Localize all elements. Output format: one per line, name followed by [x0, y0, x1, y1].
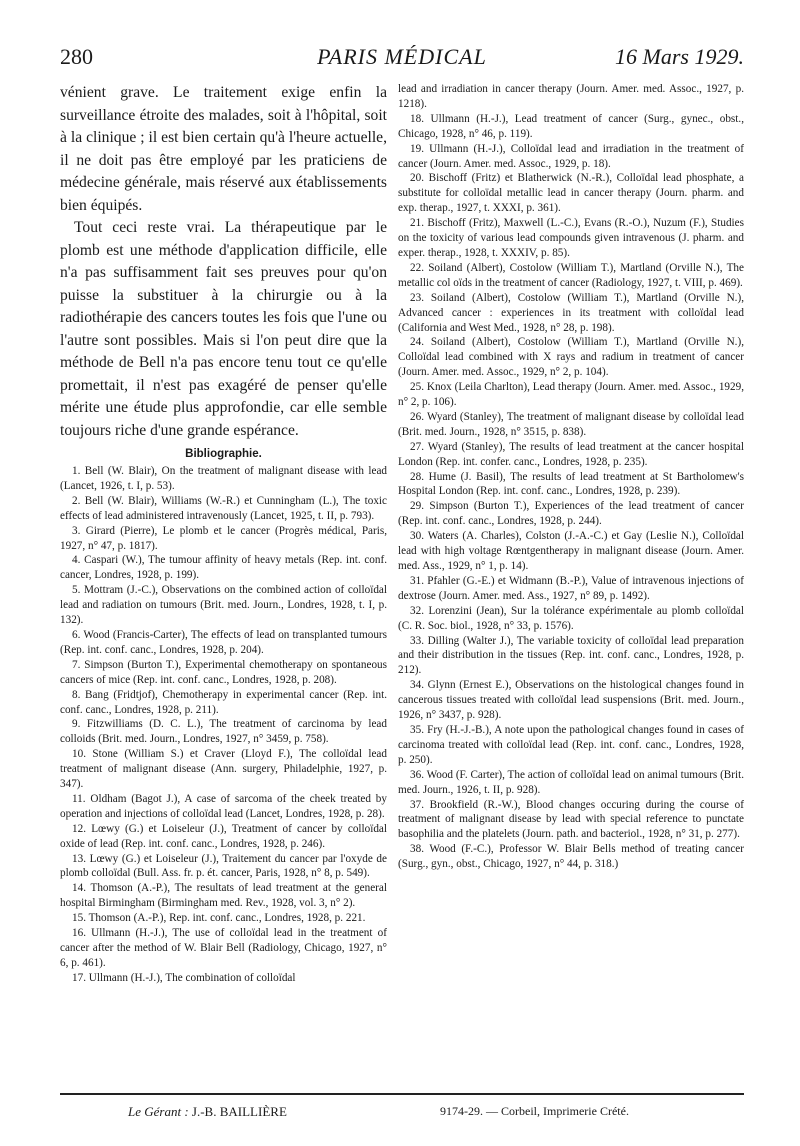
reference-item: 14. Thomson (A.-P.), The resultats of lead treatment at the general hospital Birmingham (Birmingham med. Rev., 1928, vol. 3, n° 2).	[60, 882, 387, 910]
reference-item: 30. Waters (A. Charles), Colston (J.-A.-C.) et Gay (Leslie N.), Colloïdal lead with high voltage Rœntgentherapy in malignant disease (Journ. Amer. med. Ass., 1929, n° 1, p. 14).	[398, 530, 744, 572]
footer-printer: 9174-29. — Corbeil, Imprimerie Crété.	[440, 1104, 629, 1118]
reference-item: 24. Soiland (Albert), Costolow (William T.), Martland (Orville N.), Colloïdal lead combined with X rays and radium in treatment of cancer (Journ. Amer. med. Assoc., 1929, n° 2, p. 104).	[398, 336, 744, 379]
reference-item: 19. Ullmann (H.-J.), Colloïdal lead and irradiation in the treatment of cancer (Journ. Amer. med. Assoc., 1929, p. 18).	[398, 142, 744, 170]
reference-item: 10. Stone (William S.) et Craver (Lloyd F.), The colloïdal lead treatment of malignant disease (Ann. surgery, Philadelphie, 1927, p. 347).	[60, 748, 387, 791]
reference-item: 37. Brookfield (R.-W.), Blood changes occuring during the course of treatment of malignant disease by lead with special reference to punctate basophilia and the platelets (Journ. path. and bacteriol., 1928, n° 31, p. 277).	[398, 798, 744, 841]
reference-item: 2. Bell (W. Blair), Williams (W.-R.) et Cunningham (L.), The toxic effects of lead administered intravenously (Lancet, 1925, t. II, p. 793).	[60, 494, 387, 522]
manager-name: J.-B. BAILLIÈRE	[191, 1104, 287, 1119]
reference-item: 16. Ullmann (H.-J.), The use of colloïdal lead in the treatment of cancer after the method of W. Blair Bell (Radiology, Chicago, 1927, n° 6, p. 461).	[60, 927, 387, 969]
footer-manager	[128, 1104, 287, 1120]
reference-item: 38. Wood (F.-C.), Professor W. Blair Bells method of treating cancer (Surg., gyn., obst., Chicago, 1927, n° 44, p. 318.)	[398, 843, 744, 871]
reference-item: 1. Bell (W. Blair), On the treatment of malignant disease with lead (Lancet, 1926, t. I, p. 53).	[60, 465, 387, 492]
reference-item: 3. Girard (Pierre), Le plomb et le cancer (Progrès médical, Paris, 1927, n° 47, p. 1817).	[60, 524, 387, 552]
reference-item: 5. Mottram (J.-C.), Observations on the combined action of colloïdal lead and radiation on tumours (Brit. med. Journ., Londres, 1928, t. I, p. 132).	[60, 584, 387, 627]
reference-item: 32. Lorenzini (Jean), Sur la tolérance expérimentale au plomb colloïdal (C. R. Soc. biol., 1928, n° 33, p. 1576).	[398, 604, 744, 632]
reference-item: 7. Simpson (Burton T.), Experimental chemotherapy on spontaneous cancers of mice (Rep. int. conf. canc., Londres, 1928, p. 208).	[60, 658, 387, 686]
reference-item: 20. Bischoff (Fritz) et Blatherwick (N.-R.), Colloïdal lead phosphate, a substitute for colloïdal metallic lead in cancer therapy (Journ. pharm. and exp. therap., 1927, t. XXXI, p. 361).	[398, 172, 744, 215]
page-header	[60, 44, 744, 70]
issue-date: 16 Mars 1929.	[615, 44, 744, 69]
manager-label: Le Gérant :	[128, 1104, 189, 1119]
reference-item: 17. Ullmann (H.-J.), The combination of colloïdal	[72, 971, 296, 984]
page-number: 280	[60, 44, 93, 69]
reference-item: 34. Glynn (Ernest E.), Observations on the histological changes found in cancerous tissues treated with colloïdal lead suspensions (Brit. med. Journ., 1926, n° 3437, p. 928).	[398, 679, 744, 722]
body-paragraph: vénient grave. Le traitement exige enfin la surveillance étroite des malades, soit à l'hôpital, soit à la clinique ; il est bien certain qu'à l'heure actuelle, il ne doit pas être employé par les praticiens de médecine générale, mais réservé aux établissements bien équipés.	[60, 84, 387, 214]
reference-item: 26. Wyard (Stanley), The treatment of malignant disease by colloïdal lead (Brit. med. Journ., 1928, n° 3515, p. 838).	[398, 410, 744, 438]
reference-item: 31. Pfahler (G.-E.) et Widmann (B.-P.), Value of intravenous injections of dextrose (Journ. Amer. med. Ass., 1927, n° 89, p. 1492).	[398, 574, 744, 602]
reference-item: 23. Soiland (Albert), Costolow (William T.), Martland (Orville N.), Advanced cancer : experiences in its treatment with colloïdal lead (California and West Med., 1928, n° 28, p. 198).	[398, 291, 744, 334]
reference-item: 11. Oldham (Bagot J.), A case of sarcoma of the cheek treated by operation and injections of colloïdal lead (Lancet, Londres, 1928, p. 28).	[60, 792, 387, 820]
reference-item: 9. Fitzwilliams (D. C. L.), The treatment of carcinoma by lead colloids (Brit. med. Journ., Londres, 1927, n° 3459, p. 758).	[60, 718, 387, 746]
reference-item: 6. Wood (Francis-Carter), The effects of lead on transplanted tumours (Rep. int. conf. canc., Londres, 1928, p. 204).	[60, 628, 387, 656]
reference-continuation: lead and irradiation in cancer therapy (Journ. Amer. med. Assoc., 1927, p. 1218).	[398, 83, 744, 110]
reference-item: 25. Knox (Leila Charlton), Lead therapy (Journ. Amer. med. Assoc., 1929, n° 2, p. 106).	[398, 381, 744, 409]
reference-item: 36. Wood (F. Carter), The action of colloïdal lead on animal tumours (Brit. med. Journ., 1926, t. II, p. 928).	[398, 768, 744, 796]
body-paragraph: Tout ceci reste vrai. La thérapeutique par le plomb est une méthode d'application difficile, elle n'a pas suffisamment fait ses preuves pour qu'on puisse la substituer à la chirurgie ou à la radiothérapie des cancers toutes les fois que l'une ou l'autre sont possibles. Mais si l'on peut dire que la méthode de Bell n'a pas encore tenu tout ce qu'elle promettait, il n'est pas exagéré de penser qu'elle mérite une étude plus approfondie, car elle semble toujours riche d'une grande espérance.	[60, 219, 387, 439]
reference-item: 27. Wyard (Stanley), The results of lead treatment at the cancer hospital London (Rep. int. confer. canc., Londres, 1928, p. 235).	[398, 440, 744, 468]
reference-item: 28. Hume (J. Basil), The results of lead treatment at St Bartholomew's Hospital London (Rep. int. conf. canc., Londres, 1928, p. 239).	[398, 470, 744, 498]
reference-item: 8. Bang (Fridtjof), Chemotherapy in experimental cancer (Rep. int. conf. canc., Londres, 1928, p. 211).	[60, 688, 387, 716]
reference-item: 12. Lœwy (G.) et Loiseleur (J.), Treatment of cancer by colloïdal oxide of lead (Rep. int. conf. canc., Londres, 1928, p. 246).	[60, 822, 387, 850]
reference-item: 18. Ullmann (H.-J.), Lead treatment of cancer (Surg., gynec., obst., Chicago, 1928, n° 46, p. 119).	[398, 112, 744, 140]
reference-item: 15. Thomson (A.-P.), Rep. int. conf. canc., Londres, 1928, p. 221.	[72, 912, 366, 925]
reference-item: 33. Dilling (Walter J.), The variable toxicity of colloïdal lead preparation and their distribution in the tissues (Rep. int. conf. canc., Londres, 1928, p. 212).	[398, 634, 744, 677]
bibliography-heading: Bibliographie.	[185, 448, 262, 460]
reference-item: 29. Simpson (Burton T.), Experiences of the lead treatment of cancer (Rep. int. conf. canc., Londres, 1928, p. 244).	[398, 500, 744, 528]
reference-item: 35. Fry (H.-J.-B.), A note upon the pathological changes found in cases of carcinoma treated with colloïdal lead (Rep. int. conf. canc., Londres, 1928, p. 250).	[398, 723, 744, 766]
reference-item: 22. Soiland (Albert), Costolow (William T.), Martland (Orville N.), The metallic col oïds in the treatment of cancer (Radiology, 1927, t. VIII, p. 469).	[398, 261, 744, 289]
reference-item: 4. Caspari (W.), The tumour affinity of heavy metals (Rep. int. conf. cancer, Londres, 1928, p. 199).	[60, 554, 387, 582]
right-column	[398, 82, 744, 872]
journal-title: PARIS MÉDICAL	[317, 44, 487, 69]
footer-divider	[60, 1093, 744, 1095]
reference-item: 21. Bischoff (Fritz), Maxwell (L.-C.), Evans (R.-O.), Nuzum (F.), Studies on the toxicity of various lead compounds given intravenous (J. pharm. and exper. therap., 1928, t. XXXIV, p. 85).	[398, 217, 744, 259]
left-column	[60, 82, 387, 986]
reference-item: 13. Lœwy (G.) et Loiseleur (J.), Traitement du cancer par l'oxyde de plomb colloïdal (Bull. Ass. fr. p. ét. cancer, Paris, 1928, n° 8, p. 549).	[60, 852, 387, 880]
